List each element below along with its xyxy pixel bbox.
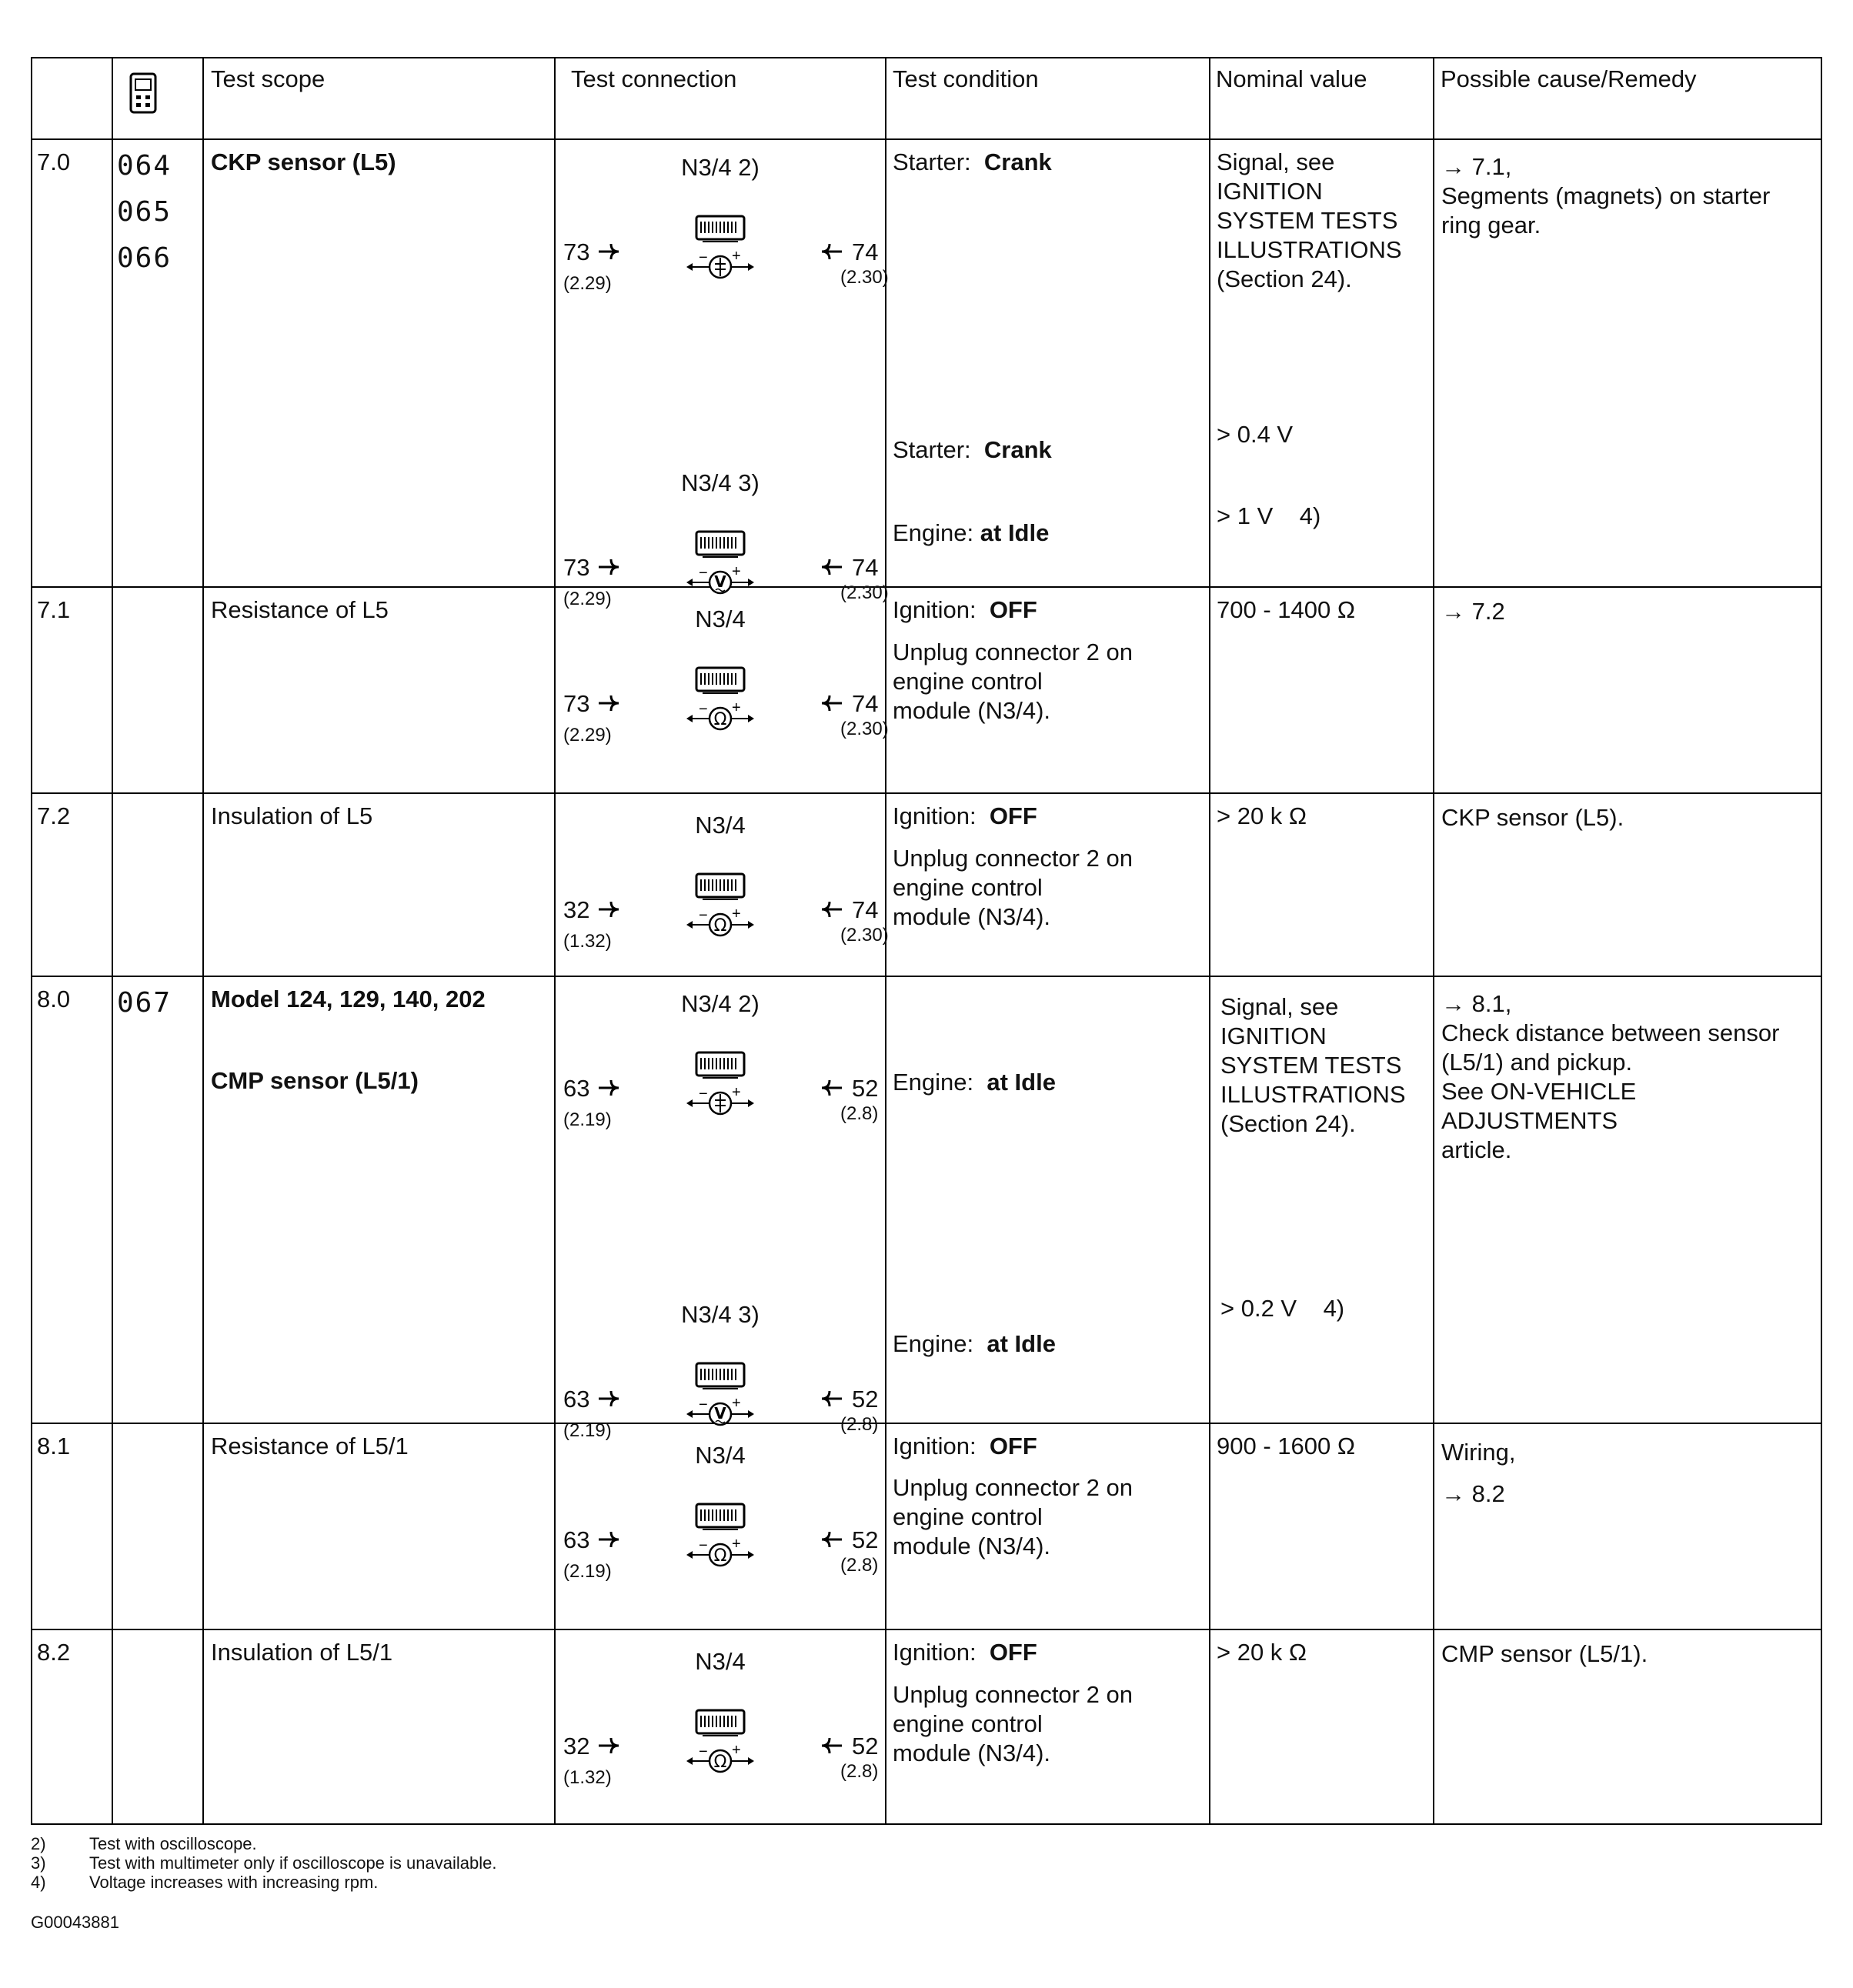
row-divider [31, 586, 1822, 588]
nominal-value: 700 - 1400 Ω [1217, 596, 1356, 623]
condition-value: OFF [989, 1433, 1037, 1459]
pin-ref-right: (2.30) [840, 925, 889, 946]
connector-label: N3/4 [695, 605, 746, 632]
condition-value: Crank [983, 436, 1052, 463]
pin-left: 73 [563, 690, 590, 717]
condition-value: OFF [989, 596, 1037, 623]
pin-ref-right: (2.8) [840, 1555, 879, 1576]
col-divider [1433, 57, 1434, 1825]
condition-label: Ignition: [893, 802, 977, 829]
condition-value: Crank [983, 148, 1052, 175]
condition-label: Engine: [893, 1069, 974, 1096]
pin-ref-left: (2.19) [563, 1420, 612, 1441]
test-connection-diagram [556, 605, 889, 782]
step-number: 8.2 [37, 1639, 71, 1666]
condition-value: OFF [989, 802, 1037, 829]
svg-text:V: V [714, 572, 726, 591]
row-divider [31, 792, 1822, 794]
probe-right-icon [822, 244, 842, 259]
condition-value: at Idle [987, 1330, 1056, 1357]
table-border-right [1821, 57, 1822, 1825]
test-condition [893, 1638, 1037, 1667]
condition-label: Ignition: [893, 596, 977, 623]
svg-text:Ω: Ω [713, 916, 727, 936]
svg-text:+: + [732, 1395, 741, 1412]
test-condition [893, 1432, 1037, 1461]
connector-label: N3/4 2) [681, 990, 760, 1017]
condition-value: OFF [989, 1639, 1037, 1666]
test-condition [893, 1329, 1056, 1359]
pin-ref-left: (1.32) [563, 931, 612, 952]
pin-ref-right: (2.8) [840, 1414, 879, 1435]
probe-right-icon [822, 902, 842, 917]
test-condition [893, 1068, 1056, 1097]
connector-label: N3/4 3) [681, 1301, 760, 1328]
footnote-text: Test with multimeter only if oscilloscope is unavailable. [89, 1853, 497, 1873]
connector-label: N3/4 2) [681, 154, 760, 181]
header-test-condition: Test condition [893, 65, 1039, 92]
fault-code: 067 [117, 987, 172, 1019]
test-scope: CMP sensor (L5/1) [211, 1067, 419, 1094]
pin-left: 32 [563, 896, 590, 923]
header-test-connection: Test connection [571, 65, 737, 92]
svg-text:V: V [714, 1404, 726, 1423]
svg-text:+: + [732, 699, 741, 716]
svg-text:−: − [699, 249, 708, 266]
pin-right: 74 [852, 238, 879, 265]
col-divider [112, 57, 113, 1825]
fault-code: 065 [117, 196, 172, 228]
pin-right: 52 [852, 1526, 879, 1553]
col-divider [31, 57, 32, 1825]
pin-left: 73 [563, 554, 590, 581]
svg-text:−: − [699, 1743, 708, 1760]
step-number: 7.0 [37, 148, 71, 175]
test-table [31, 57, 1822, 1825]
pin-ref-right: (2.30) [840, 582, 889, 603]
test-scope: Insulation of L5 [211, 802, 373, 829]
probe-left-icon [599, 1391, 619, 1406]
condition-label: Ignition: [893, 1639, 977, 1666]
svg-text:−: − [699, 701, 708, 718]
pin-ref-left: (2.29) [563, 725, 612, 746]
nominal-value: > 0.4 V [1217, 421, 1294, 448]
nominal-value [1220, 1294, 1344, 1323]
test-scope: CKP sensor (L5) [211, 148, 396, 175]
header-test-scope: Test scope [211, 65, 326, 92]
test-connection-diagram [556, 1441, 885, 1618]
test-connection-diagram [556, 811, 889, 988]
svg-text:+: + [732, 906, 741, 922]
step-number: 8.0 [37, 986, 71, 1012]
condition-note: Unplug connector 2 on engine control module (N3/4). [893, 1474, 1133, 1559]
svg-text:−: − [699, 1396, 708, 1413]
table-border-top [31, 57, 1822, 58]
condition-value: at Idle [987, 1069, 1056, 1096]
diagnostic-tester-icon [129, 72, 157, 114]
pin-ref-right: (2.8) [840, 1103, 879, 1124]
connector-label: N3/4 [695, 812, 746, 839]
pin-ref-right: (2.8) [840, 1761, 879, 1782]
footnote-mark: 3) [31, 1853, 46, 1873]
pin-ref-left: (2.19) [563, 1561, 612, 1582]
svg-text:+: + [732, 1536, 741, 1553]
header-divider [31, 138, 1822, 140]
footnote-mark: 4) [31, 1873, 46, 1892]
svg-text:Ω: Ω [713, 1753, 727, 1772]
test-scope: Resistance of L5 [211, 596, 389, 623]
row-divider [31, 1423, 1822, 1424]
svg-text:Ω: Ω [713, 1546, 727, 1566]
remedy: Wiring, → 8.2 [1441, 1439, 1516, 1507]
remedy: → 8.1, Check distance between sensor (L5/1) and pickup. See ON-VEHICLE ADJUSTMENTS article. [1441, 990, 1780, 1163]
probe-left-icon [599, 902, 619, 917]
pin-ref-right: (2.30) [840, 719, 889, 739]
footnote-mark: 2) [31, 1834, 46, 1853]
probe-right-icon [822, 559, 842, 575]
pin-right: 52 [852, 1386, 879, 1413]
col-divider [202, 57, 204, 1825]
pin-right: 52 [852, 1075, 879, 1102]
condition-label: Engine: [893, 519, 974, 546]
svg-text:+: + [732, 1742, 741, 1759]
pin-ref-left: (2.19) [563, 1109, 612, 1130]
connector-label: N3/4 [695, 1648, 746, 1675]
test-scope-model: Model 124, 129, 140, 202 [211, 986, 486, 1012]
probe-left-icon [599, 1080, 619, 1096]
probe-left-icon [599, 1532, 619, 1547]
probe-right-icon [822, 1391, 842, 1406]
remedy: → 7.1, Segments (magnets) on starter ring gear. [1441, 153, 1771, 238]
step-number: 7.2 [37, 802, 71, 829]
svg-text:+: + [732, 248, 741, 265]
svg-text:−: − [699, 1537, 708, 1554]
nominal-value: Signal, see IGNITION SYSTEM TESTS ILLUSTRATIONS (Section 24). [1217, 148, 1402, 292]
pin-left: 63 [563, 1386, 590, 1413]
header-possible-cause: Possible cause/Remedy [1441, 65, 1697, 92]
table-border-bottom [31, 1823, 1822, 1825]
test-connection-diagram [556, 1647, 885, 1824]
col-divider [1209, 57, 1210, 1825]
fault-code: 066 [117, 242, 172, 274]
pin-right: 74 [852, 554, 879, 581]
condition-label: Starter: [893, 148, 971, 175]
condition-value: at Idle [980, 519, 1050, 546]
footnote-text: Test with oscilloscope. [89, 1834, 257, 1853]
probe-left-icon [599, 559, 619, 575]
test-scope: Resistance of L5/1 [211, 1433, 409, 1459]
pin-ref-left: (1.32) [563, 1767, 612, 1788]
pin-ref-left: (2.29) [563, 589, 612, 609]
pin-left: 73 [563, 238, 590, 265]
svg-text:−: − [699, 1086, 708, 1102]
footnote-ref: 4) [1299, 502, 1321, 529]
condition-label: Engine: [893, 1330, 974, 1357]
step-number: 7.1 [37, 596, 71, 623]
pin-ref-right: (2.30) [840, 267, 889, 288]
pin-left: 32 [563, 1733, 590, 1760]
step-number: 8.1 [37, 1433, 71, 1459]
nominal-value: 900 - 1600 Ω [1217, 1433, 1356, 1459]
test-connection-diagram [556, 153, 889, 330]
remedy: → 7.2 [1441, 598, 1505, 625]
footnote-ref: 4) [1323, 1295, 1345, 1322]
condition-note: Unplug connector 2 on engine control module (N3/4). [893, 1681, 1133, 1766]
probe-right-icon [822, 695, 842, 711]
pin-right: 74 [852, 690, 879, 717]
remedy: CMP sensor (L5/1). [1441, 1640, 1648, 1667]
pin-left: 63 [563, 1075, 590, 1102]
svg-text:−: − [699, 565, 708, 582]
test-condition [893, 519, 1049, 548]
pin-ref-left: (2.29) [563, 273, 612, 294]
connector-label: N3/4 3) [681, 469, 760, 496]
row-divider [31, 976, 1822, 977]
test-connection-diagram [556, 989, 885, 1166]
test-condition [893, 802, 1037, 831]
row-divider [31, 1629, 1822, 1630]
probe-left-icon [599, 1738, 619, 1753]
test-condition [893, 435, 1052, 465]
nominal-value [1217, 502, 1320, 531]
svg-text:+: + [732, 563, 741, 580]
nominal-voltage: > 0.2 V [1220, 1295, 1297, 1322]
probe-right-icon [822, 1080, 842, 1096]
condition-note: Unplug connector 2 on engine control module (N3/4). [893, 639, 1133, 724]
footnote-text: Voltage increases with increasing rpm. [89, 1873, 379, 1892]
pin-left: 63 [563, 1526, 590, 1553]
fault-code: 064 [117, 150, 172, 182]
connector-label: N3/4 [695, 1442, 746, 1469]
nominal-value: > 20 k Ω [1217, 802, 1307, 829]
figure-id: G00043881 [31, 1913, 119, 1932]
condition-note: Unplug connector 2 on engine control module (N3/4). [893, 845, 1133, 930]
svg-text:+: + [732, 1084, 741, 1101]
condition-label: Starter: [893, 436, 971, 463]
remedy: CKP sensor (L5). [1441, 804, 1624, 831]
nominal-value: Signal, see IGNITION SYSTEM TESTS ILLUSTRATIONS (Section 24). [1220, 993, 1406, 1137]
probe-left-icon [599, 244, 619, 259]
header-nominal-value: Nominal value [1216, 65, 1367, 92]
probe-right-icon [822, 1738, 842, 1753]
pin-right: 52 [852, 1733, 879, 1760]
test-condition [893, 148, 1052, 177]
svg-text:−: − [699, 907, 708, 924]
svg-text:Ω: Ω [713, 710, 727, 729]
condition-label: Ignition: [893, 1433, 977, 1459]
test-scope: Insulation of L5/1 [211, 1639, 393, 1666]
nominal-value: > 20 k Ω [1217, 1639, 1307, 1666]
probe-right-icon [822, 1532, 842, 1547]
pin-right: 74 [852, 896, 879, 923]
nominal-voltage: > 1 V [1217, 502, 1274, 529]
test-condition [893, 595, 1037, 625]
probe-left-icon [599, 695, 619, 711]
